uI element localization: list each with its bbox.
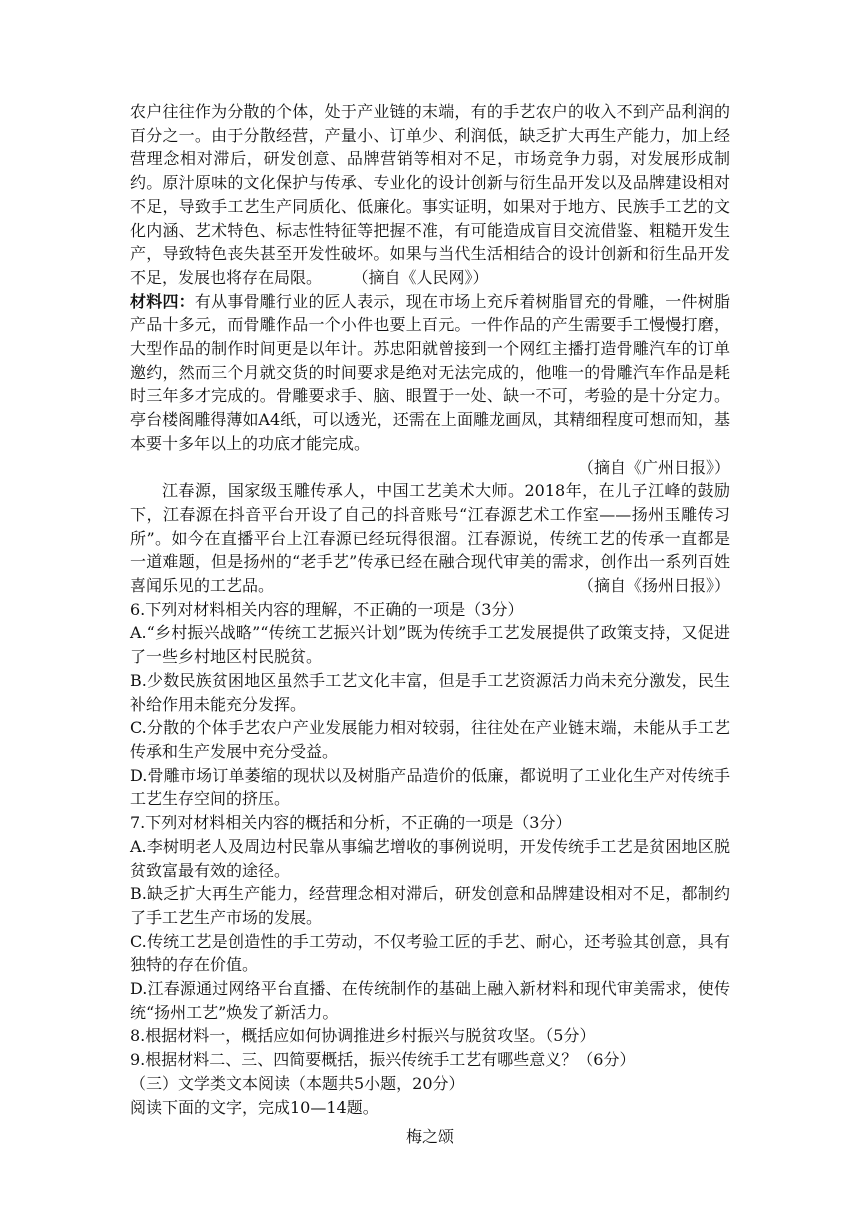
q7-option-d: D.江春源通过网络平台直播、在传统制作的基础上融入新材料和现代审美需求，使传统“扬州工艺”焕发了新活力。 <box>130 979 730 1022</box>
question-6: 6.下列对材料相关内容的理解，不正确的一项是（3分） <box>130 599 524 619</box>
material3-paragraph <box>130 100 730 290</box>
question-8: 8.根据材料一，概括应如何协调推进乡村振兴与脱贫攻坚。（5分） <box>130 1026 596 1046</box>
material3-source: （摘自《人民网》） <box>352 267 489 287</box>
q6-option-d: D.骨雕市场订单萎缩的现状以及树脂产品造价的低廉，都说明了工业化生产对传统手工艺生存空间的挤压。 <box>130 765 730 809</box>
section-3-heading: （三）文学类文本阅读（本题共5小题，20分） <box>130 1073 465 1093</box>
q6-option-a: A.“乡村振兴战略”“传统工艺振兴计划”既为传统手工艺发展提供了政策支持，又促进了一些乡村地区村民脱贫。 <box>130 623 730 667</box>
material4-text: 有从事骨雕行业的匠人表示，现在市场上充斥着树脂冒充的骨雕，一件树脂产品十多元，而骨雕作品一个小件也要上百元。一件作品的产生需要手工慢慢打磨，大型作品的制作时间更是以年计。苏忠阳就曾接到一个网红主播打造骨雕汽车的订单邀约，然而三个月就交货的时间要求是绝对无法完成的，他唯一的骨雕汽车作品是耗时三年多才完成的。骨雕要求手、脑、眼置于一处、缺一不可，考验的是十分定力。亭台楼阁雕得薄如A4纸，可以透光，还需在上面雕龙画凤，其精细程度可想而知，基本要十多年以上的功底才能完成。 <box>130 291 730 453</box>
material4-paragraph <box>130 290 730 456</box>
q6-option-c: C.分散的个体手艺农户产业发展能力相对较弱，往往处在产业链末端，未能从手工艺传承和生产发展中充分受益。 <box>130 718 730 761</box>
q7-option-a: A.李树明老人及周边村民靠从事编艺增收的事例说明，开发传统手工艺是贫困地区脱贫致富最有效的途径。 <box>130 836 730 880</box>
question-9: 9.根据材料二、三、四简要概括，振兴传统手工艺有哪些意义？（6分） <box>130 1050 636 1070</box>
q7-option-c: C.传统工艺是创造性的手工劳动，不仅考验工匠的手艺、耐心，还考验其创意，具有独特的存在价值。 <box>130 931 730 975</box>
question-7: 7.下列对材料相关内容的概括和分析，不正确的一项是（3分） <box>130 813 572 833</box>
material3-text: 农户往往作为分散的个体，处于产业链的末端，有的手艺农户的收入不到产品利润的百分之一。由于分散经营，产量小、订单少、利润低，缺乏扩大再生产能力，加上经营理念相对滞后，研发创意、品牌营销等相对不足，市场竞争力弱，对发展形成制约。原汁原味的文化保护与传承、专业化的设计创新与衍生品开发以及品牌建设相对不足，导致手工艺生产同质化、低廉化。事实证明，如果对于地方、民族手工艺的文化内涵、艺术特色、标志性特征等把握不准，有可能造成盲目交流借鉴、粗糙开发生产，导致特色丧失甚至开发性破坏。如果与当代生活相结合的设计创新和衍生品开发不足，发展也将存在局限。 <box>130 102 730 287</box>
section-3-instruction: 阅读下面的文字，完成10—14题。 <box>130 1097 379 1117</box>
material4-source: （摘自《广州日报》） <box>577 457 730 477</box>
story-title: 梅之颂 <box>405 1127 454 1147</box>
material4-para2-source: （摘自《扬州日报》） <box>577 576 730 596</box>
document-page <box>130 100 730 1149</box>
material4-label: 材料四： <box>130 291 195 311</box>
material4-para2-text: 江春源，国家级玉雕传承人，中国工艺美术大师。2018年，在儿子江峰的鼓励下，江春源在抖音平台开设了自己的抖音账号“江春源艺术工作室——扬州玉雕传习所”。如今在直播平台上江春源已经玩得很溜。江春源说，传统工艺的传承一直都是一道难题，但是扬州的“老手艺”传承已经在融合现代审美的需求，创作出一系列百姓喜闻乐见的工艺品。 <box>130 481 730 596</box>
q7-option-b: B.缺乏扩大再生产能力，经营理念相对滞后，研发创意和品牌建设相对不足，都制约了手工艺生产市场的发展。 <box>130 884 730 927</box>
material4-paragraph-2 <box>130 479 730 598</box>
q6-option-b: B.少数民族贫困地区虽然手工艺文化丰富，但是手工艺资源活力尚未充分激发，民生补给作用未能充分发挥。 <box>130 670 730 714</box>
